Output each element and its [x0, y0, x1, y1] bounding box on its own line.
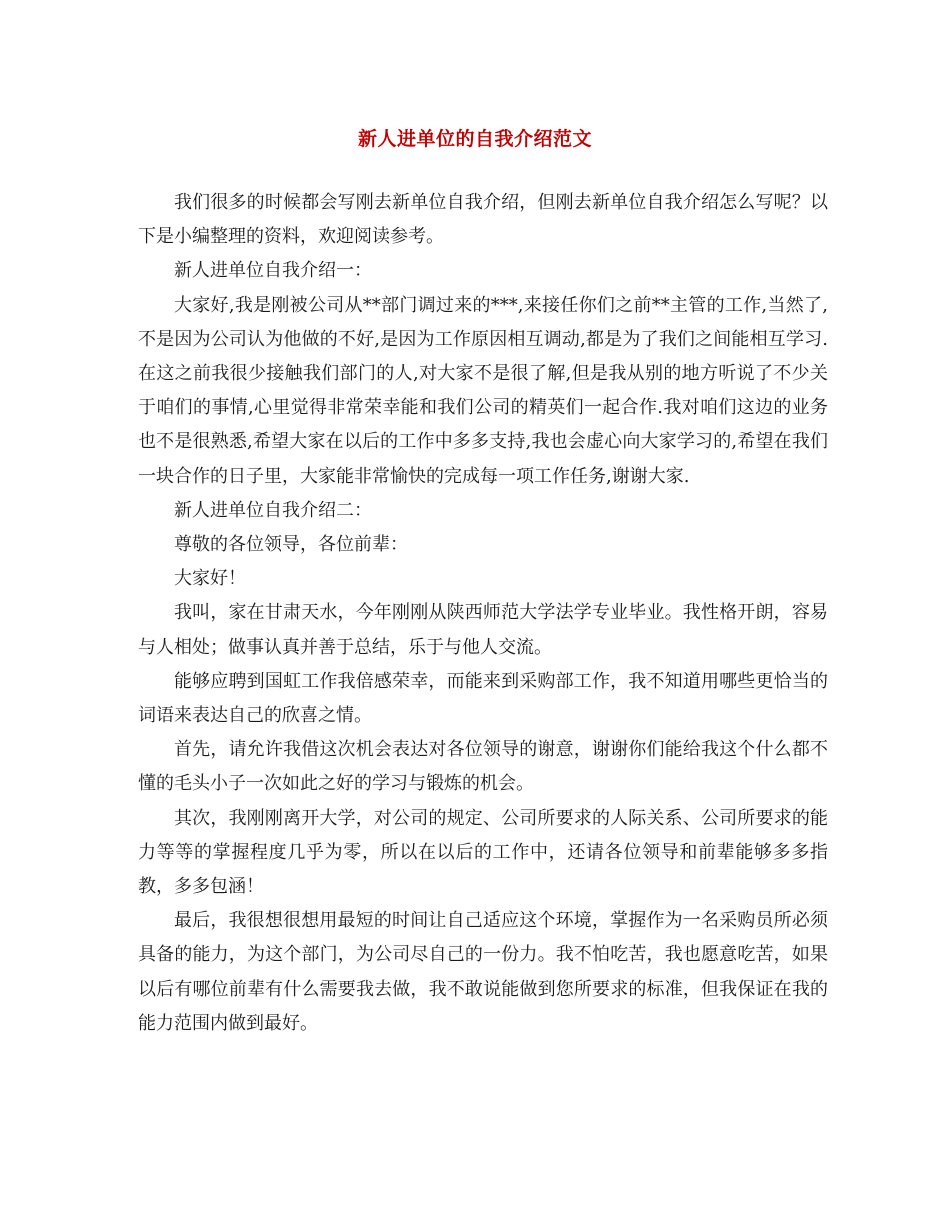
paragraph-gratitude: 能够应聘到国虹工作我倍感荣幸，而能来到采购部工作，我不知道用哪些更恰当的词语来表达自己的欣喜之情。 [138, 670, 828, 727]
document-title: 新人进单位的自我介绍范文 [357, 128, 592, 150]
paragraph-intro: 我们很多的时候都会写刚去新单位自我介绍，但刚去新单位自我介绍怎么写呢？以下是小编整理的资料，欢迎阅读参考。 [138, 192, 828, 248]
salutation: 尊敬的各位领导，各位前辈： [174, 534, 408, 556]
greeting: 大家好！ [174, 568, 246, 590]
paragraph-second: 其次，我刚刚离开大学，对公司的规定、公司所要求的人际关系、公司所要求的能力等等的掌握程度几乎为零，所以在以后的工作中，还请各位领导和前辈能够多多指教，多多包涵！ [138, 807, 828, 898]
paragraph-first: 首先，请允许我借这次机会表达对各位领导的谢意，谢谢你们能给我这个什么都不懂的毛头小子一次如此之好的学习与锻炼的机会。 [138, 739, 828, 795]
section-heading-two: 新人进单位自我介绍二： [174, 499, 372, 521]
paragraph-self-intro: 我叫，家在甘肃天水，今年刚刚从陕西师范大学法学专业毕业。我性格开朗，容易与人相处；做事认真并善于总结，乐于与他人交流。 [138, 602, 828, 658]
paragraph-last: 最后，我很想很想用最短的时间让自己适应这个环境，掌握作为一名采购员所必须具备的能力，为这个部门，为公司尽自己的一份力。我不怕吃苦，我也愿意吃苦，如果以后有哪位前辈有什么需要我去做，我不敢说能做到您所要求的标准，但我保证在我的能力范围内做到最好。 [138, 910, 828, 1034]
paragraph-one: 大家好,我是刚被公司从**部门调过来的***,来接任你们之前**主管的工作,当然了,不是因为公司认为他做的不好,是因为工作原因相互调动,都是为了我们之间能相互学习.在这之前我很少接触我们部门的人,对大家不是很了解,但是我从别的地方听说了不少关于咱们的事情,心里觉得非常荣幸能和我们公司的精英们一起合作.我对咱们这边的业务也不是很熟悉,希望大家在以后的工作中多多支持,我也会虚心向大家学习的,希望在我们一块合作的日子里，大家能非常愉快的完成每一项工作任务,谢谢大家. [138, 294, 828, 487]
section-heading-one: 新人进单位自我介绍一： [174, 260, 372, 282]
document-body [138, 186, 828, 1041]
